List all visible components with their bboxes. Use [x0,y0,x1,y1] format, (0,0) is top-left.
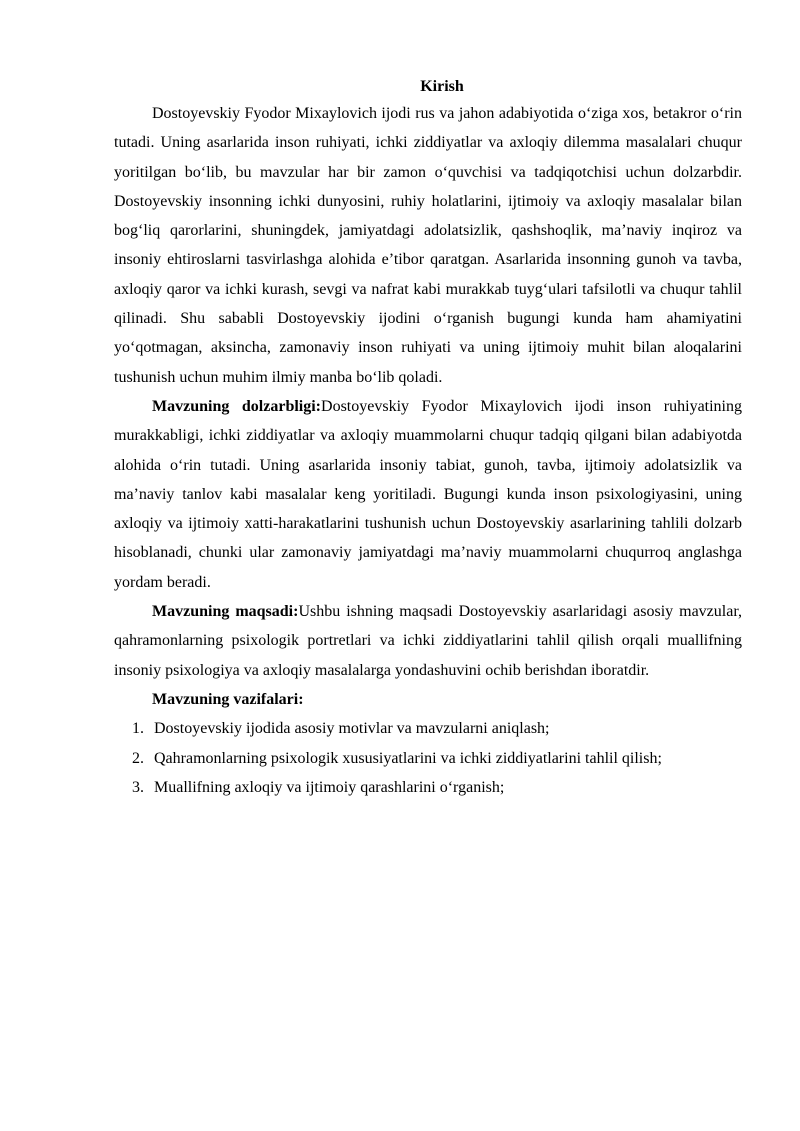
relevance-label: Mavzuning dolzarbligi: [152,397,322,415]
relevance-paragraph [114,392,742,597]
list-item-number: 1. [132,720,144,738]
list-item [114,773,742,802]
list-item-text: Dostoyevskiy ijodida asosiy motivlar va mavzularni aniqlash; [154,720,550,738]
relevance-text: Dostoyevskiy Fyodor Mixaylovich ijodi inson ruhiyatining murakkabligi, ichki ziddiyatlar va axloqiy muammolarni chuqur tadqiq qilgani bilan adabiyotda alohida o‘rin tutadi. Uning asarlarida insoniy tabiat, gunoh, tavba, ijtimoiy adolatsizlik va ma’naviy tanlov kabi masalalar keng yoritiladi. Bugungi kunda inson psixologiyasini, uning axloqiy va ijtimoiy xatti-harakatlarini tushunish uchun Dostoyevskiy asarlarining tahlili dolzarb hisoblanadi, chunki ular zamonaviy jamiyatdagi ma’naviy muammolarni chuqurroq anglashga yordam beradi. [114,397,742,591]
list-item-number: 2. [132,749,144,767]
purpose-text: Ushbu ishning maqsadi Dostoyevskiy asarlaridagi asosiy mavzular, qahramonlarning psixologik portretlari va ichki ziddiyatlarini tahlil qilish orqali muallifning insoniy psixologiya va axloqiy masalalarga yondashuvini ochib berishdan iboratdir. [114,603,743,679]
list-item-text: Qahramonlarning psixologik xususiyatlarini va ichki ziddiyatlarini tahlil qilish; [154,749,662,767]
document-body [114,75,742,802]
page-title: Kirish [420,78,464,95]
list-item [114,744,742,773]
list-item-text: Muallifning axloqiy va ijtimoiy qarashlarini o‘rganish; [154,778,505,796]
purpose-label: Mavzuning maqsadi: [152,603,299,621]
list-item [114,714,742,743]
list-item-number: 3. [132,778,144,796]
intro-paragraph: Dostoyevskiy Fyodor Mixaylovich ijodi rus va jahon adabiyotida o‘ziga xos, betakror o‘rin tutadi. Uning asarlarida inson ruhiyati, ichki ziddiyatlar va axloqiy dilemma masalalari chuqur yoritilgan bo‘lib, bu mavzular har bir zamon o‘quvchisi va tadqiqotchisi uchun dolzarbdir. Dostoyevskiy insonning ichki dunyosini, ruhiy holatlarini, ijtimoiy va axloqiy masalalar bilan bog‘liq qarorlarini, shuningdek, jamiyatdagi adolatsizlik, qashshoqlik, ma’naviy inqiroz va insoniy ehtiroslarni tasvirlashga alohida e’tibor qaratgan. Asarlarida insonning gunoh va tavba, axloqiy qaror va ichki kurash, sevgi va nafrat kabi murakkab tuyg‘ulari tafsilotli va chuqur tahlil qilinadi. Shu sababli Dostoyevskiy ijodini o‘rganish bugungi kunda ham ahamiyatini yo‘qotmagan, aksincha, zamonaviy inson ruhiyati va uning ijtimoiy muhit bilan aloqalarini tushunish uchun muhim ilmiy manba bo‘lib qoladi. [114,105,742,386]
purpose-paragraph [114,597,742,685]
tasks-heading: Mavzuning vazifalari: [152,690,304,708]
tasks-list [114,714,742,802]
